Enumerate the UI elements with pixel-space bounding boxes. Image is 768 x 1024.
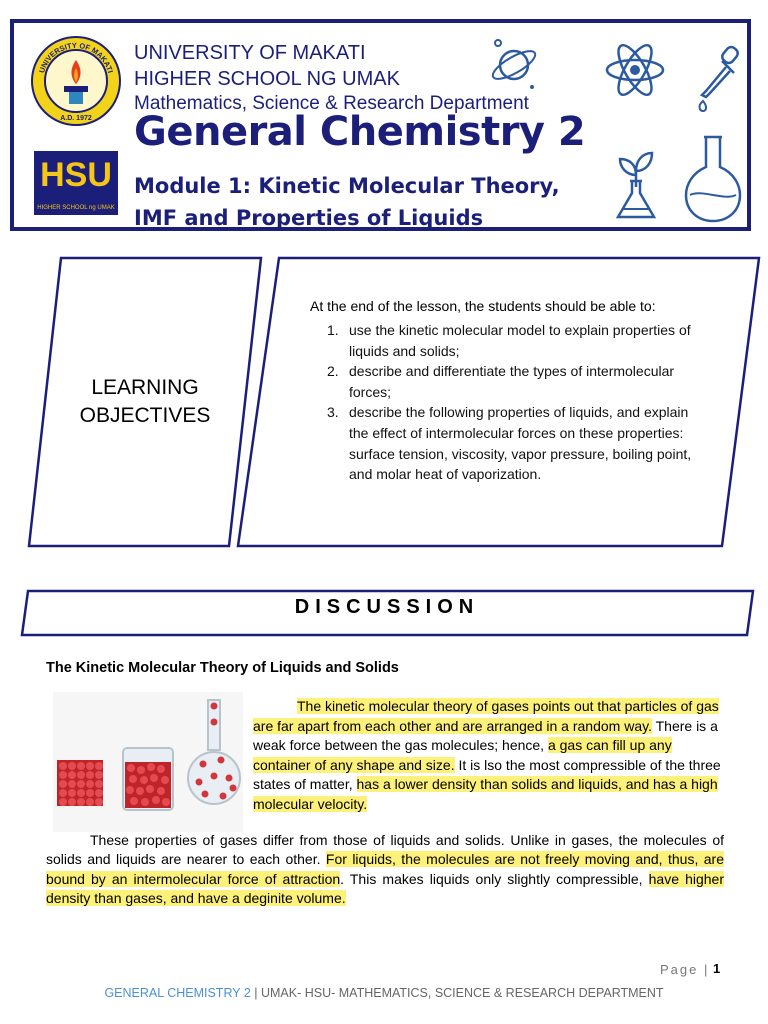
department-name: Mathematics, Science & Research Department [134, 93, 529, 114]
list-item-text: use the kinetic molecular model to explain properties of liquids and solids; [349, 322, 691, 359]
module-title [134, 170, 560, 234]
hsu-logo-text: HSU [40, 156, 112, 194]
planet-icon [488, 35, 540, 93]
list-item-text: describe and differentiate the types of intermolecular forces; [349, 363, 675, 400]
highlighted-text: a gas can fill up any container of any shape and size. [253, 737, 672, 773]
course-title: General Chemistry 2 [134, 109, 586, 155]
plant-flask-icon [612, 131, 670, 223]
module-title-line2: IMF and Properties of Liquids [134, 206, 484, 230]
school-name: HIGHER SCHOOL NG UMAK [134, 68, 400, 90]
highlighted-text: The kinetic molecular theory of gases points out that particles of gas are far apart from each other and are arranged in a random way. [253, 698, 719, 734]
hsu-logo-subtext: HIGHER SCHOOL ng UMAK [37, 205, 115, 211]
paragraph-text: . This makes liquids only slightly compressible, [340, 870, 649, 887]
objectives-list [310, 320, 710, 485]
module-header [10, 19, 751, 231]
paragraph-text: It is lso the most compressible of the three states of matter, [253, 756, 721, 792]
objectives-label-line2: OBJECTIVES [79, 404, 211, 427]
footer-department: | UMAK- HSU- MATHEMATICS, SCIENCE & RESEARCH DEPARTMENT [250, 986, 664, 1000]
paragraph-text: These properties of gases differ from those of liquids and solids. Unlike in gases, the molecules of solids and liquids are nearer to each other. [46, 832, 724, 868]
highlighted-text: has a lower density than solids and liquids, and has a high molecular velocity. [253, 776, 718, 812]
liquid-beaker-icon [123, 748, 173, 810]
objectives-intro: At the end of the lesson, the students should be able to: [310, 298, 656, 314]
list-item-number: 3. [327, 404, 339, 421]
university-name: UNIVERSITY OF MAKATI [134, 42, 366, 64]
list-item-text: describe the following properties of liquids, and explain the effect of intermolecular forces on these properties: surface tension, viscosity, vapor pressure, boiling point, and molar heat of vaporization. [349, 404, 692, 483]
page-number: 1 [713, 961, 721, 976]
list-item [310, 402, 710, 484]
round-flask-icon [682, 133, 744, 225]
solid-cube-icon [57, 760, 103, 806]
discussion-paragraph-1 [253, 697, 725, 814]
list-item-number: 1. [327, 322, 339, 338]
discussion-paragraph-2 [46, 831, 724, 908]
dropper-icon [694, 43, 744, 113]
hsu-logo [34, 151, 118, 215]
objectives-label-line1: LEARNING [91, 376, 199, 399]
page-label: Page | [660, 962, 710, 977]
seal-year: A.D. 1972 [60, 115, 92, 122]
seal-text: UNIVERSITY OF MAKATI [37, 40, 115, 75]
objectives-label [40, 374, 250, 430]
page-footer [0, 986, 768, 1000]
states-of-matter-illustration [53, 692, 243, 832]
discussion-title: DISCUSSION [294, 596, 480, 618]
university-seal-icon [31, 36, 121, 126]
footer-course: GENERAL CHEMISTRY 2 [104, 986, 251, 1000]
list-item-number: 2. [327, 363, 339, 380]
section-heading: The Kinetic Molecular Theory of Liquids and Solids [46, 660, 399, 676]
highlighted-text: have higher density than gases, and have a deginite volume. [46, 870, 725, 906]
atom-icon [604, 39, 666, 101]
list-item [310, 361, 710, 402]
paragraph-text: There is a weak force between the gas molecules; hence, [253, 717, 718, 753]
highlighted-text: For liquids, the molecules are not freely moving and, thus, are bound by an intermolecular force of attraction [46, 851, 724, 887]
module-title-line1: Module 1: Kinetic Molecular Theory, [134, 174, 560, 198]
list-item [310, 320, 710, 361]
